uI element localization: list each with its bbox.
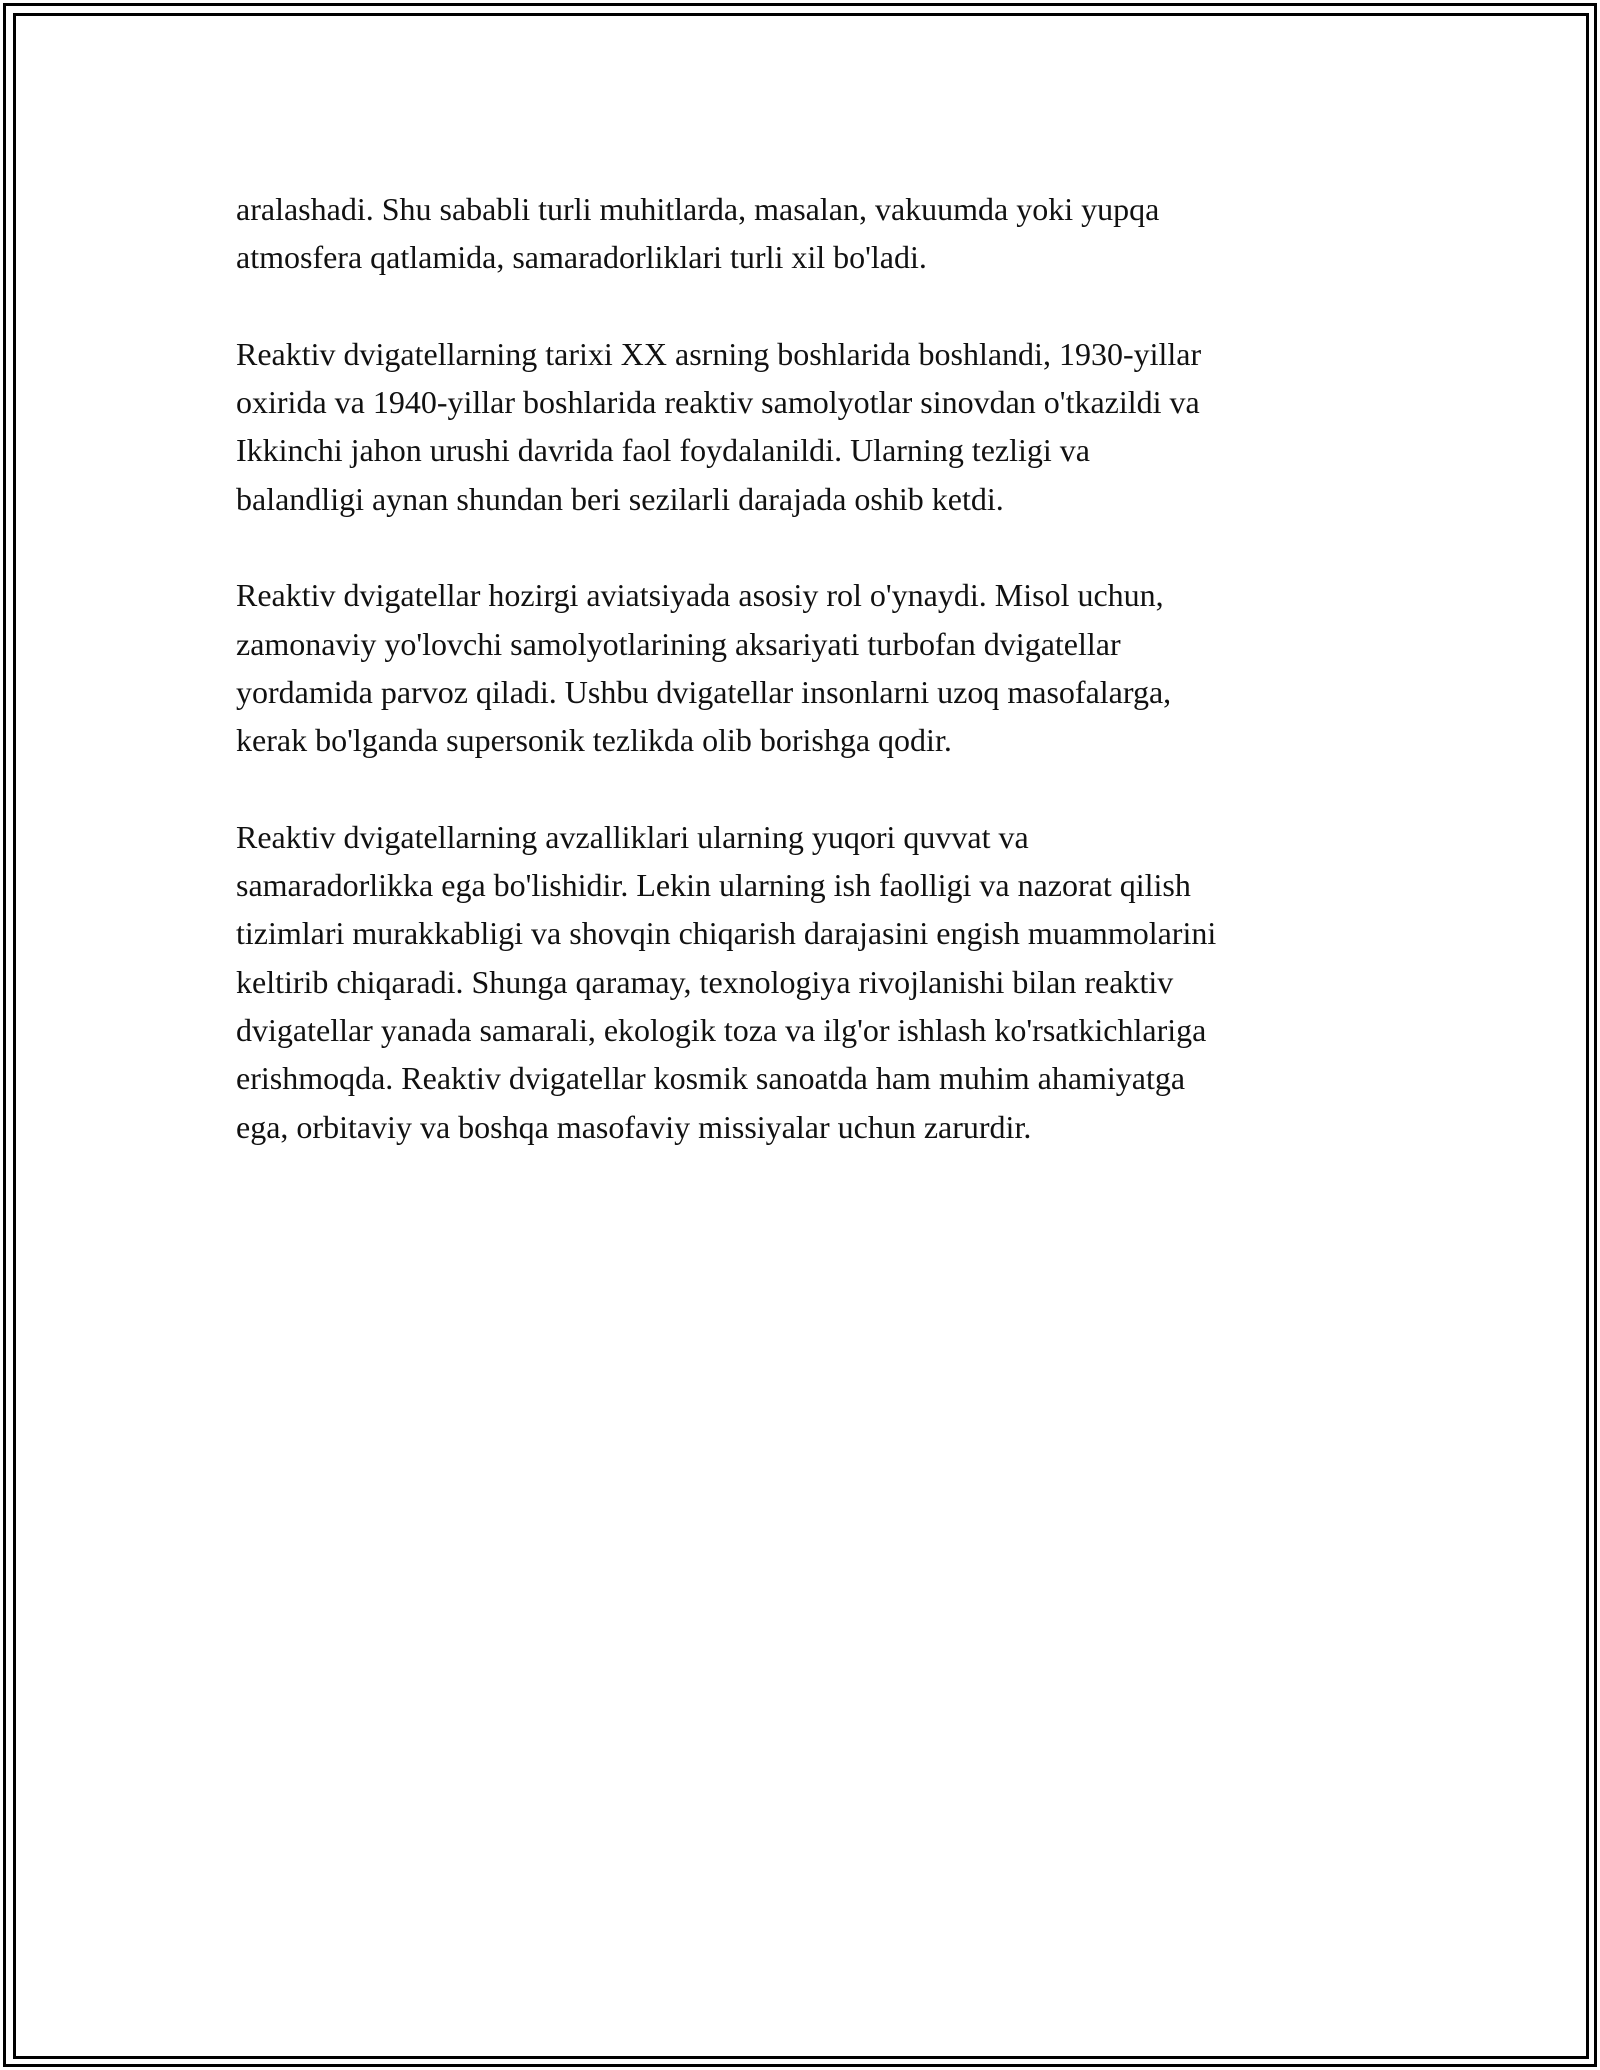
text-line: erishmoqda. Reaktiv dvigatellar kosmik sanoatda ham muhim ahamiyatga [236, 1060, 1186, 1097]
text-line: balandligi aynan shundan beri sezilarli darajada oshib ketdi. [236, 480, 1004, 517]
text-line: yordamida parvoz qiladi. Ushbu dvigatellar insonlarni uzoq masofalarga, [236, 673, 1172, 710]
text-line: Reaktiv dvigatellar hozirgi aviatsiyada asosiy rol o'ynaydi. Misol uchun, [236, 577, 1164, 614]
text-line: tizimlari murakkabligi va shovqin chiqarish darajasini engish muammolarini [236, 915, 1217, 952]
paragraph-2 [236, 330, 1366, 523]
text-line: Reaktiv dvigatellarning tarixi XX asrning boshlarida boshlandi, 1930-yillar [236, 335, 1202, 372]
paragraph-4 [236, 813, 1366, 1151]
text-line: ega, orbitaviy va boshqa masofaviy missiyalar uchun zarurdir. [236, 1108, 1032, 1145]
text-line: Reaktiv dvigatellarning avzalliklari ularning yuqori quvvat va [236, 818, 1029, 855]
text-line: aralashadi. Shu sababli turli muhitlarda, masalan, vakuumda yoki yupqa [236, 191, 1160, 227]
text-line: zamonaviy yo'lovchi samolyotlarining aksariyati turbofan dvigatellar [236, 625, 1121, 662]
text-line: Ikkinchi jahon urushi davrida faol foydalanildi. Ularning tezligi va [236, 432, 1090, 469]
text-line: dvigatellar yanada samarali, ekologik toza va ilg'or ishlash ko'rsatkichlariga [236, 1012, 1207, 1049]
text-line: keltirib chiqaradi. Shunga qaramay, texnologiya rivojlanishi bilan reaktiv [236, 963, 1174, 1000]
paragraph-1 [236, 185, 1366, 282]
text-line: oxirida va 1940-yillar boshlarida reaktiv samolyotlar sinovdan o'tkazildi va [236, 384, 1200, 421]
text-line: atmosfera qatlamida, samaradorliklari turli xil bo'ladi. [236, 239, 927, 276]
document-body [236, 185, 1366, 1199]
text-line: samaradorlikka ega bo'lishidir. Lekin ularning ish faolligi va nazorat qilish [236, 867, 1191, 904]
text-line: kerak bo'lganda supersonik tezlikda olib borishga qodir. [236, 722, 952, 759]
paragraph-3 [236, 571, 1366, 764]
